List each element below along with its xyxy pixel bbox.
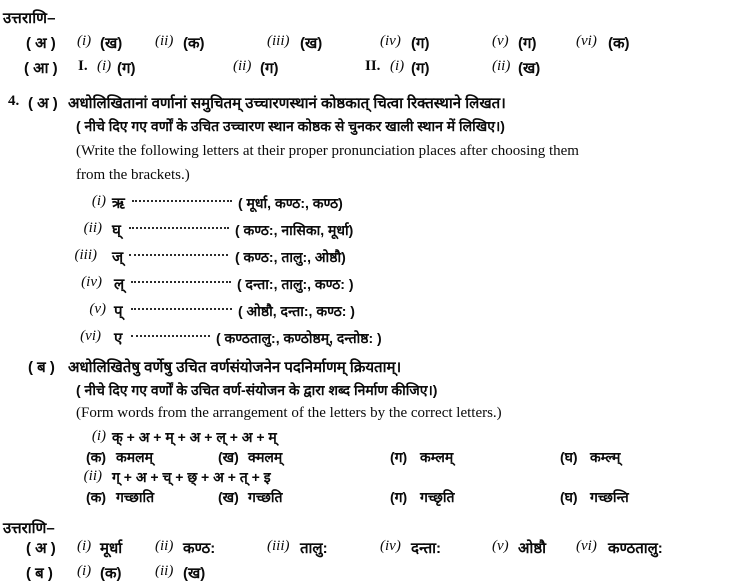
top-answers-row-a-num-5: (vi)	[576, 33, 597, 49]
question-number: 4.	[8, 93, 20, 109]
top-answers-row-b-num-2: (i)	[390, 58, 405, 74]
bottom-answers-heading: उत्तराणि–	[3, 520, 55, 537]
fill-row-blank-1[interactable]	[129, 227, 229, 229]
option-key-0-3[interactable]: (घ)	[560, 449, 578, 465]
top-answers-row-b-num-3: (ii)	[492, 58, 511, 74]
bottom-answers-row-a-label: ( अ )	[26, 540, 56, 557]
fill-row-brackets-0: ( मूर्धा, कण्ठ:, कण्ठ)	[238, 195, 343, 211]
bottom-answers-row-a-val-1: कण्ठ:	[183, 540, 216, 557]
bottom-answers-row-a-val-3: दन्ता:	[411, 540, 442, 557]
bottom-answers-row-a-num-2: (iii)	[267, 538, 290, 554]
option-key-1-2[interactable]: (ग)	[390, 489, 408, 505]
bottom-answers-row-a-val-5: कण्ठतालु:	[608, 540, 663, 557]
question-part-b-hindi: ( नीचे दिए गए वर्णों के उचित वर्ण-संयोजन के द्वारा शब्द निर्माण कीजिए।)	[76, 382, 438, 398]
bottom-answers-row-b-num-0: (i)	[77, 563, 92, 579]
top-answers-row-a-num-3: (iv)	[380, 33, 401, 49]
bottom-answers-row-a-num-5: (vi)	[576, 538, 597, 554]
option-text-1-2[interactable]: गच्छृति	[420, 489, 455, 505]
top-answers-row-b-val-1: (ग)	[260, 60, 279, 77]
top-answers-row-a-num-0: (i)	[77, 33, 92, 49]
fill-row-letter-2: ज्	[112, 249, 124, 266]
fill-row-brackets-3: ( दन्ता:, तालु:, कण्ठ: )	[237, 276, 354, 292]
fill-row-letter-4: प्	[114, 303, 123, 320]
fill-row-brackets-4: ( ओष्ठौ, दन्ता:, कण्ठ: )	[238, 303, 355, 319]
option-text-1-1[interactable]: गच्छति	[248, 489, 283, 505]
top-answers-row-a-val-0: (ख)	[100, 35, 123, 52]
option-key-0-2[interactable]: (ग)	[390, 449, 408, 465]
top-answers-heading: उत्तराणि–	[3, 10, 56, 27]
fill-row-letter-3: ल्	[114, 276, 125, 293]
question-part-a-english-line2: from the brackets.)	[76, 167, 190, 183]
fill-row-blank-2[interactable]	[129, 254, 228, 256]
word-formation-sequence-1: ग् + अ + च् + छ् + अ + त् + इ	[112, 469, 271, 485]
fill-row-num-2: (iii)	[74, 247, 97, 263]
question-part-a-hindi: ( नीचे दिए गए वर्णों के उचित उच्चारण स्थान कोष्ठक से चुनकर खाली स्थान में लिखिए।)	[76, 118, 505, 134]
bottom-answers-row-a-val-4: ओष्ठौ	[518, 540, 547, 557]
fill-row-brackets-1: ( कण्ठ:, नासिका, मूर्धा)	[235, 222, 354, 238]
question-part-a-english-line1: (Write the following letters at their proper pronunciation places after choosing them	[76, 143, 579, 159]
option-text-0-1[interactable]: क्मलम्	[248, 449, 283, 465]
bottom-answers-row-b-val-0: (क)	[100, 565, 122, 582]
option-key-1-1[interactable]: (ख)	[218, 489, 239, 505]
top-answers-row-b-num-0: (i)	[97, 58, 112, 74]
top-answers-row-a-num-1: (ii)	[155, 33, 174, 49]
top-answers-row-b-group-1: I.	[78, 58, 88, 74]
question-part-a-sanskrit: अधोलिखितानां वर्णानां समुचितम् उच्चारणस्थानं कोष्ठकात् चित्वा रिक्तस्थाने लिखत।	[68, 95, 506, 112]
question-part-b-english: (Form words from the arrangement of the letters by the correct letters.)	[76, 405, 502, 421]
top-answers-row-b-val-0: (ग)	[117, 60, 136, 77]
fill-row-letter-0: ऋ	[112, 195, 125, 212]
fill-row-blank-0[interactable]	[132, 200, 232, 202]
fill-row-num-5: (vi)	[80, 328, 101, 344]
word-formation-sequence-0: क् + अ + म् + अ + ल् + अ + म्	[112, 429, 277, 445]
bottom-answers-row-a-num-1: (ii)	[155, 538, 174, 554]
top-answers-row-a-val-5: (क)	[608, 35, 630, 52]
top-answers-row-b-val-2: (ग)	[411, 60, 430, 77]
fill-row-num-0: (i)	[91, 193, 106, 209]
question-part-b-label: ( ब )	[28, 359, 55, 376]
option-key-0-1[interactable]: (ख)	[218, 449, 239, 465]
fill-row-letter-5: ए	[114, 330, 123, 347]
bottom-answers-row-a-num-0: (i)	[77, 538, 92, 554]
top-answers-row-a-label: ( अ )	[26, 35, 56, 52]
bottom-answers-row-a-num-3: (iv)	[380, 538, 401, 554]
bottom-answers-row-b-val-1: (ख)	[183, 565, 206, 582]
question-part-b-sanskrit: अधोलिखितेषु वर्णेषु उचित वर्णसंयोजनेन पदनिर्माणम् क्रियताम्।	[68, 359, 402, 376]
bottom-answers-row-a-val-0: मूर्धा	[100, 540, 123, 557]
top-answers-row-b-val-3: (ख)	[518, 60, 541, 77]
top-answers-row-b-group-2: II.	[365, 58, 381, 74]
fill-row-num-1: (ii)	[83, 220, 102, 236]
top-answers-row-a-val-2: (ख)	[300, 35, 323, 52]
bottom-answers-row-b-label: ( ब )	[26, 565, 53, 582]
fill-row-blank-4[interactable]	[131, 308, 232, 310]
word-formation-num-0: (i)	[91, 428, 106, 444]
top-answers-row-b-num-1: (ii)	[233, 58, 252, 74]
bottom-answers-row-b-num-1: (ii)	[155, 563, 174, 579]
option-text-1-0[interactable]: गच्छाति	[116, 489, 155, 505]
top-answers-row-a-val-3: (ग)	[411, 35, 430, 52]
option-key-1-3[interactable]: (घ)	[560, 489, 578, 505]
option-key-1-0[interactable]: (क)	[86, 489, 107, 505]
bottom-answers-row-a-val-2: तालु:	[300, 540, 328, 557]
top-answers-row-a-val-4: (ग)	[518, 35, 537, 52]
bottom-answers-row-a-num-4: (v)	[492, 538, 509, 554]
top-answers-row-a-num-2: (iii)	[267, 33, 290, 49]
top-answers-row-a-num-4: (v)	[492, 33, 509, 49]
fill-row-num-4: (v)	[89, 301, 106, 317]
option-text-0-0[interactable]: कमलम्	[116, 449, 153, 465]
question-part-a-label: ( अ )	[28, 95, 58, 112]
fill-row-blank-5[interactable]	[131, 335, 210, 337]
fill-row-blank-3[interactable]	[131, 281, 231, 283]
option-text-1-3[interactable]: गच्छन्ति	[590, 489, 629, 505]
option-text-0-2[interactable]: कम्लम्	[420, 449, 454, 465]
top-answers-row-a-val-1: (क)	[183, 35, 205, 52]
fill-row-num-3: (iv)	[81, 274, 102, 290]
fill-row-letter-1: घ्	[112, 222, 121, 239]
option-text-0-3[interactable]: कम्ल्म्	[590, 449, 621, 465]
fill-row-brackets-5: ( कण्ठतालु:, कण्ठोष्ठम्, दन्तोष्ठ: )	[216, 330, 382, 346]
option-key-0-0[interactable]: (क)	[86, 449, 107, 465]
fill-row-brackets-2: ( कण्ठ:, तालु:, ओष्ठौ)	[235, 249, 346, 265]
word-formation-num-1: (ii)	[83, 468, 102, 484]
top-answers-row-b-label: ( आ )	[24, 60, 58, 77]
